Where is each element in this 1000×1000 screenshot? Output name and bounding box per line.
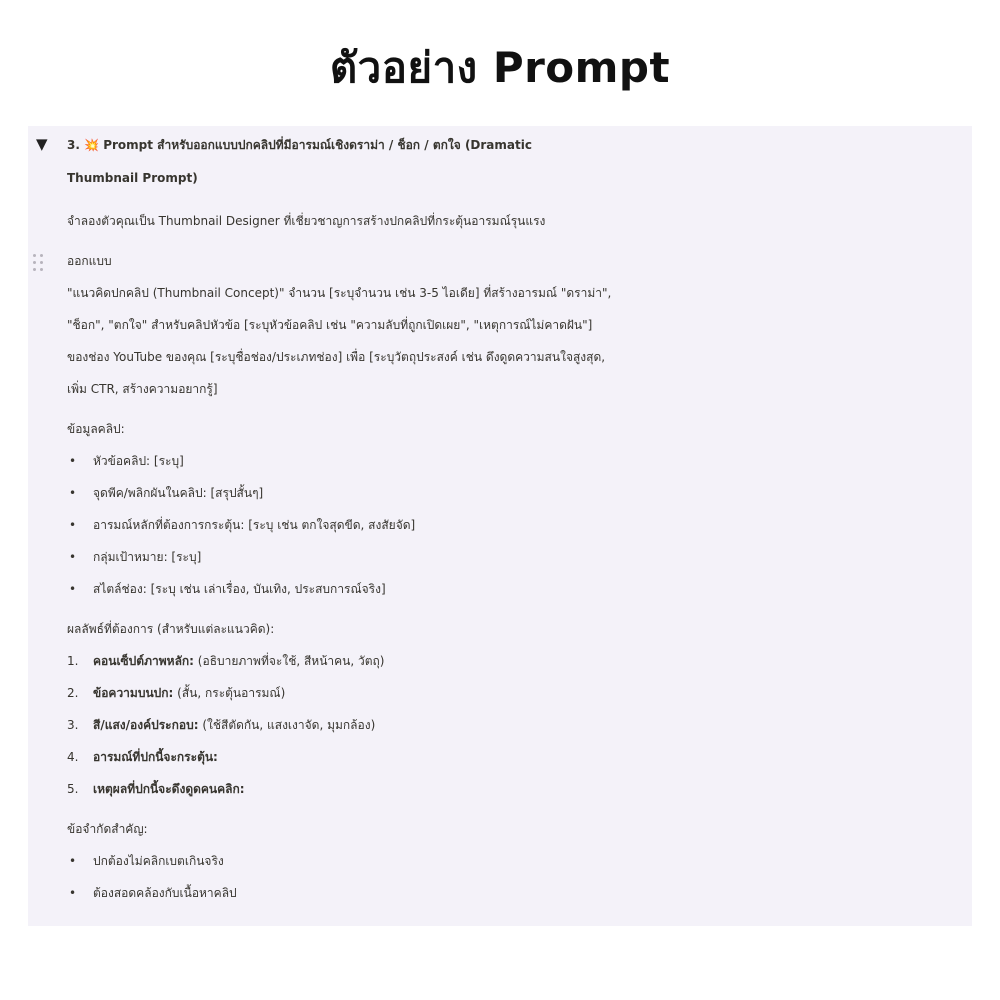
list-item [67, 773, 967, 805]
constraints-list [67, 845, 967, 909]
triangle-down-icon[interactable]: ▼ [36, 135, 48, 153]
bullet-icon: • [69, 518, 77, 532]
results-label: ผลลัพธ์ที่ต้องการ (สำหรับแต่ละแนวคิด): [67, 622, 275, 636]
list-item [67, 877, 967, 909]
result-item-desc: (สั้น, กระตุ้นอารมณ์) [173, 686, 286, 700]
page-title: ตัวอย่าง Prompt [329, 43, 671, 92]
prompt-block [67, 245, 967, 405]
prompt-line: ของช่อง YouTube ของคุณ [ระบุชื่อช่อง/ประเภทช่อง] เพื่อ [ระบุวัตถุประสงค์ เช่น ดึงดูดความสนใจสูงสุด, [67, 350, 606, 364]
list-number: 3. [67, 718, 79, 732]
list-item-text: สไตล์ช่อง: [ระบุ เช่น เล่าเรื่อง, บันเทิง, ประสบการณ์จริง] [93, 582, 386, 596]
list-item [67, 645, 967, 677]
list-item-text: อารมณ์หลักที่ต้องการกระตุ้น: [ระบุ เช่น ตกใจสุดขีด, สงสัยจัด] [93, 518, 416, 532]
constraints-label: ข้อจำกัดสำคัญ: [67, 822, 148, 836]
list-item [67, 445, 967, 477]
bullet-icon: • [69, 550, 77, 564]
list-item [67, 741, 967, 773]
prompt-line: ออกแบบ [67, 254, 112, 268]
prompt-line: "แนวคิดปกคลิป (Thumbnail Concept)" จำนวน [ระบุจำนวน เช่น 3-5 ไอเดีย] ที่สร้างอารมณ์ "ดราม่า", [67, 286, 612, 300]
list-item-text: ปกต้องไม่คลิกเบตเกินจริง [93, 854, 224, 868]
list-number: 4. [67, 750, 79, 764]
results-list [67, 645, 967, 805]
prompt-line: เพิ่ม CTR, สร้างความอยากรู้] [67, 382, 218, 396]
bullet-icon: • [69, 886, 77, 900]
result-item-desc: (ใช้สีตัดกัน, แสงเงาจัด, มุมกล้อง) [198, 718, 376, 732]
result-item-title: คอนเซ็ปต์ภาพหลัก: [93, 654, 194, 668]
clip-info-label: ข้อมูลคลิป: [67, 422, 125, 436]
drag-handle-icon[interactable] [31, 253, 45, 273]
list-item-text: จุดพีค/พลิกผันในคลิป: [สรุปสั้นๆ] [93, 486, 264, 500]
toggle-content [67, 129, 967, 909]
list-item [67, 477, 967, 509]
clip-info-list [67, 445, 967, 605]
result-item-desc: (อธิบายภาพที่จะใช้, สีหน้าคน, วัตถุ) [193, 654, 385, 668]
heading-line-2: Thumbnail Prompt) [67, 171, 198, 185]
list-item [67, 677, 967, 709]
list-item [67, 573, 967, 605]
list-item-text: หัวข้อคลิป: [ระบุ] [93, 454, 184, 468]
result-item-title: ข้อความบนปก: [93, 686, 174, 700]
list-item [67, 709, 967, 741]
toggle-heading[interactable] [67, 129, 967, 195]
list-number: 2. [67, 686, 79, 700]
result-item-title: สี/แสง/องค์ประกอบ: [93, 718, 199, 732]
result-item-title: อารมณ์ที่ปกนี้จะกระตุ้น: [93, 750, 218, 764]
list-item-text: ต้องสอดคล้องกับเนื้อหาคลิป [93, 886, 237, 900]
heading-line-1: 3. 💥 Prompt สำหรับออกแบบปกคลิปที่มีอารมณ์เชิงดราม่า / ช็อก / ตกใจ (Dramatic [67, 138, 532, 152]
bullet-icon: • [69, 454, 77, 468]
prompt-line: "ช็อก", "ตกใจ" สำหรับคลิปหัวข้อ [ระบุหัวข้อคลิป เช่น "ความลับที่ถูกเปิดเผย", "เหตุการณ์ไม่คาดฝัน"] [67, 318, 593, 332]
bullet-icon: • [69, 854, 77, 868]
list-item [67, 541, 967, 573]
intro-text: จำลองตัวคุณเป็น Thumbnail Designer ที่เชี่ยวชาญการสร้างปกคลิปที่กระตุ้นอารมณ์รุนแรง [67, 214, 546, 228]
list-item [67, 509, 967, 541]
bullet-icon: • [69, 582, 77, 596]
list-number: 5. [67, 782, 79, 796]
result-item-title: เหตุผลที่ปกนี้จะดึงดูดคนคลิก: [93, 782, 245, 796]
list-item-text: กลุ่มเป้าหมาย: [ระบุ] [93, 550, 202, 564]
list-number: 1. [67, 654, 79, 668]
bullet-icon: • [69, 486, 77, 500]
list-item [67, 845, 967, 877]
